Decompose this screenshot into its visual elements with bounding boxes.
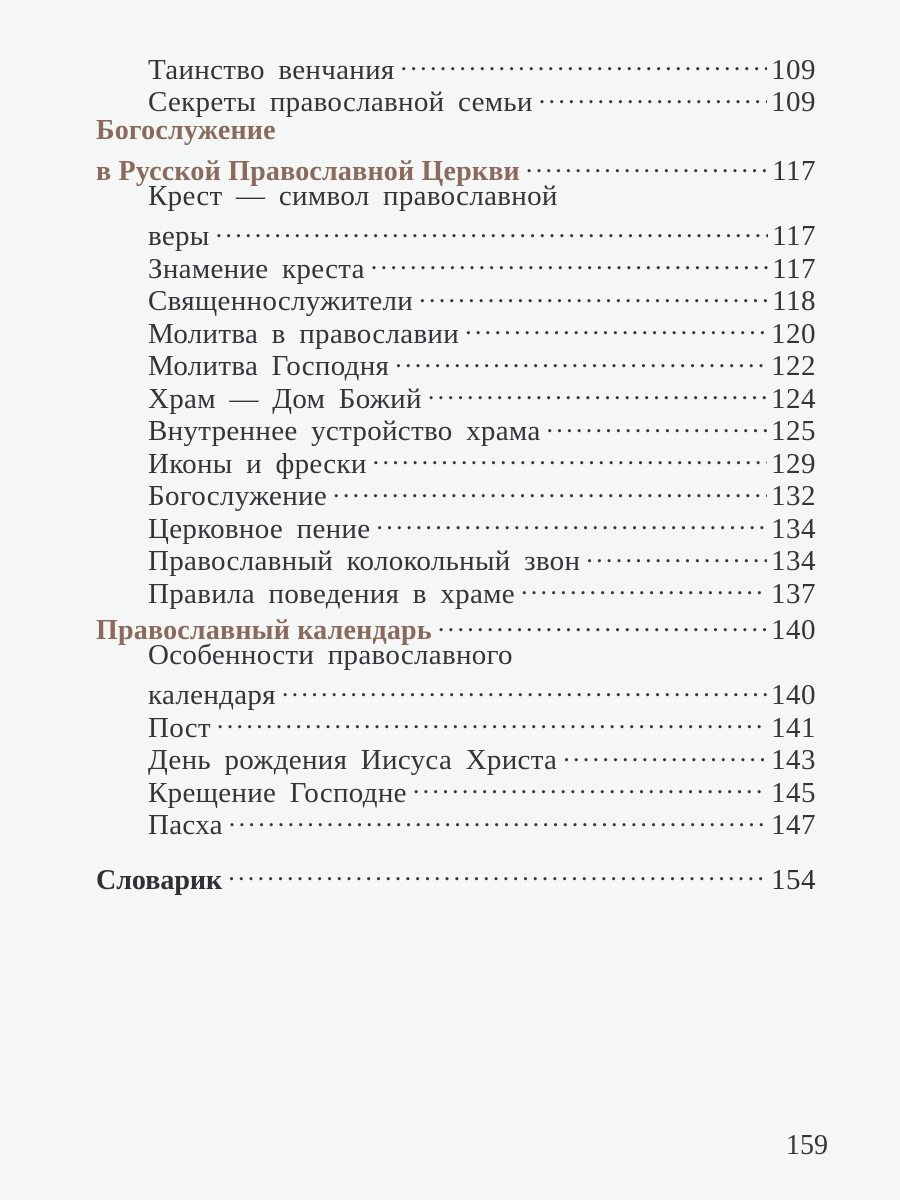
toc-entry-page: 134 [771, 545, 816, 577]
dot-leader [438, 607, 767, 640]
dot-leader [282, 672, 767, 705]
toc-section-title: Богослужение [96, 115, 276, 146]
toc-entry-page: 140 [771, 679, 816, 711]
dot-leader [217, 704, 767, 737]
toc-section [96, 607, 816, 646]
dot-leader [401, 46, 767, 79]
toc-entry-page: 132 [771, 480, 816, 512]
toc-entry-page: 125 [771, 415, 816, 447]
dot-leader [333, 473, 767, 506]
toc-entry-page: 145 [771, 776, 816, 809]
toc-entry-page: 137 [771, 577, 816, 610]
toc-entry-title: Пост [148, 711, 211, 744]
toc-entry-page: 124 [771, 382, 816, 415]
dot-leader [373, 440, 767, 473]
toc-section-heading [96, 115, 816, 148]
page-number: 159 [786, 1130, 828, 1161]
toc-entry-page: 141 [771, 711, 816, 744]
toc-entry-page: 147 [771, 809, 816, 841]
toc-entry-title: Храм — Дом Божий [148, 382, 422, 415]
dot-leader [563, 737, 767, 770]
toc-entry-title: Правила поведения в храме [148, 577, 515, 610]
toc-entry-title: Пасха [148, 809, 223, 841]
toc-entry-title: Православный колокольный звон [148, 545, 581, 577]
dot-leader [413, 769, 767, 802]
dot-leader [428, 375, 767, 408]
toc-entry [96, 213, 816, 252]
toc-glossary [96, 856, 816, 896]
toc-glossary-page: 154 [771, 863, 816, 896]
toc-entry-title: Знамение креста [148, 252, 365, 285]
toc-entry-page: 134 [771, 512, 816, 545]
toc-entry-page: 109 [771, 86, 816, 118]
toc-entry-title: Богослужение [148, 480, 328, 512]
dot-leader [465, 310, 767, 343]
toc-entry [96, 46, 816, 86]
dot-leader [395, 343, 767, 376]
toc-section [96, 148, 816, 187]
dot-leader [229, 802, 767, 835]
toc-glossary-title: Словарик [96, 864, 223, 896]
toc-entry-title: Молитва в православии [148, 317, 460, 350]
toc-entry-page: 117 [772, 252, 816, 285]
dot-leader [539, 79, 767, 112]
toc-section-title: в Русской Православной Церкви [96, 156, 520, 187]
toc-entry [96, 180, 816, 213]
toc-entry-page: 117 [772, 220, 816, 252]
toc-entry-title: Церковное пение [148, 512, 371, 545]
toc-entry-page: 120 [771, 317, 816, 350]
dot-leader [371, 245, 768, 278]
dot-leader [526, 148, 768, 181]
toc-entry-page: 129 [771, 447, 816, 480]
dot-leader [419, 278, 768, 311]
toc-entry-page: 118 [772, 285, 816, 317]
toc-entry-page: 109 [771, 53, 816, 86]
toc-entry-title: календаря [148, 679, 276, 711]
toc-section-page: 140 [771, 614, 816, 646]
toc-entry-title: День рождения Иисуса Христа [148, 744, 558, 776]
toc-entry-title: Крещение Господне [148, 776, 407, 809]
toc-entry-title: Священнослужители [148, 285, 414, 317]
toc-entry-title: Крест — символ православной [148, 180, 558, 212]
toc-section-title: Православный календарь [96, 615, 432, 646]
toc-entry [96, 639, 816, 672]
toc-entry-title: Иконы и фрески [148, 447, 367, 480]
dot-leader [521, 570, 767, 603]
toc-section-page: 117 [772, 155, 816, 187]
toc-entry-page: 143 [771, 744, 816, 776]
table-of-contents [96, 46, 816, 896]
toc-entry [96, 672, 816, 711]
toc-entry-title: веры [148, 220, 210, 252]
dot-leader [376, 505, 767, 538]
toc-entry-title: Секреты православной семьи [148, 86, 533, 118]
dot-leader [586, 538, 767, 571]
toc-entry-title: Молитва Господня [148, 350, 390, 382]
dot-leader [216, 213, 768, 246]
dot-leader [228, 856, 767, 889]
toc-entry-page: 122 [771, 350, 816, 382]
toc-entry-title: Внутреннее устройство храма [148, 415, 541, 447]
dot-leader [547, 408, 768, 441]
toc-entry-title: Особенности православного [148, 639, 513, 671]
toc-entry-title: Таинство венчания [148, 53, 395, 86]
